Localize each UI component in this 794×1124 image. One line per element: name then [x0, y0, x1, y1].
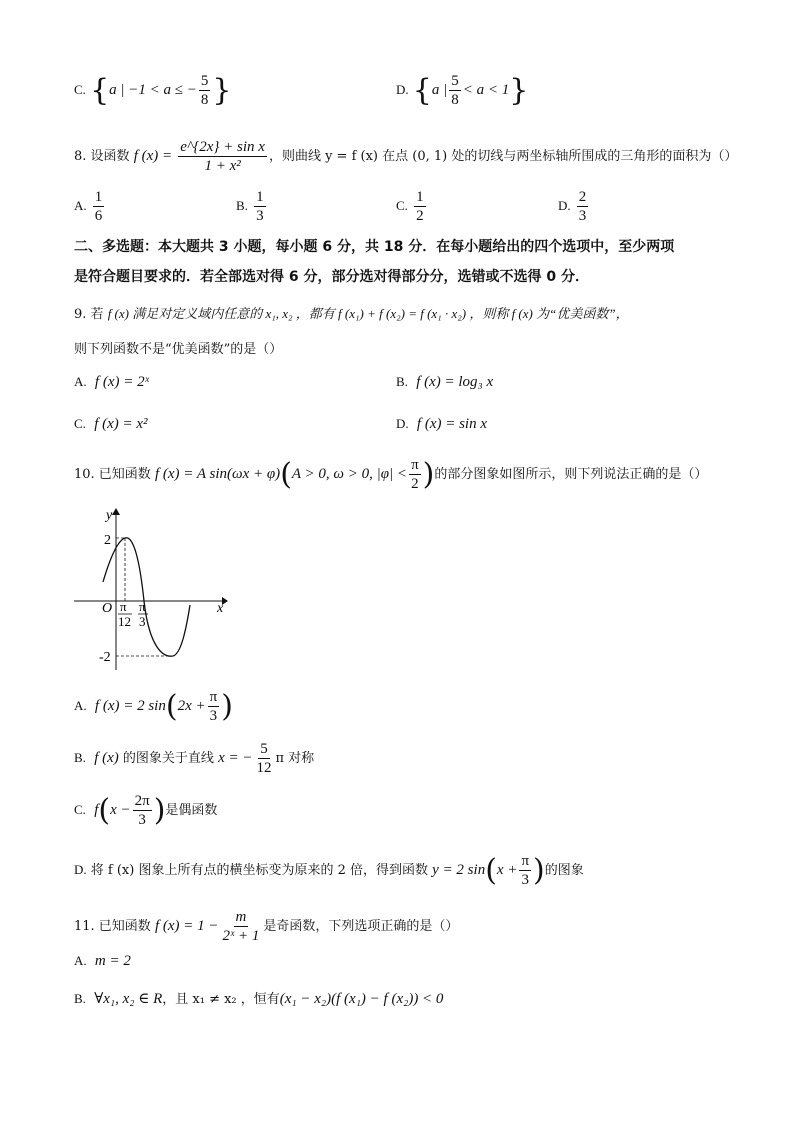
q10-a-label: A.: [74, 698, 87, 713]
q10-d-in: x +: [496, 862, 518, 878]
q8-fx: f (x) =: [133, 148, 173, 164]
q10-option-b: [74, 740, 314, 777]
q7-option-c: C. {a | −1 < a ≤ − $\frac{5}{8}$ }: [74, 73, 232, 108]
q7-option-c-label: C.: [74, 82, 86, 97]
q8-a-num: 1: [94, 189, 103, 205]
q10-a-num: π: [209, 689, 218, 705]
q10-graph: [70, 505, 230, 675]
q8-a-label: A.: [74, 198, 87, 213]
x-axis-label: x: [217, 601, 224, 616]
q8-c-den: 2: [416, 208, 424, 224]
tick1-den: 12: [118, 614, 131, 629]
q10-c-post: 是偶函数: [165, 803, 218, 818]
q8-stem: [74, 138, 737, 175]
q11-prefix: 11. 已知函数: [74, 919, 151, 934]
q10-b-eq: x = −: [218, 750, 253, 766]
q10-c-in: x −: [110, 802, 131, 818]
q10-c-label: C.: [74, 802, 86, 817]
q10-option-c: C. f(x − $\frac{2\pi}{3}$ )是偶函数: [74, 793, 218, 828]
q10-a-pre: f (x) = 2 sin: [94, 698, 166, 714]
q10-b-num: 5: [260, 741, 268, 757]
q8-option-d: [558, 188, 590, 225]
q10-a-in: 2x +: [177, 698, 206, 714]
tick1-num: π: [120, 599, 127, 614]
q10-cond-den: 2: [411, 476, 419, 492]
q8-option-a: [74, 188, 106, 225]
q9-c-label: C.: [74, 416, 86, 431]
q11-den: 2ˣ + 1: [222, 928, 260, 944]
q10-suffix: 的部分图象如图所示，则下列说法正确的是（）: [434, 467, 708, 482]
q10-d-den: 3: [521, 872, 529, 888]
y-axis-label: y: [106, 508, 113, 523]
q10-cond-num: π: [411, 457, 419, 473]
q10-c-den: 3: [138, 812, 146, 828]
q8-prefix: 8. 设函数: [74, 149, 130, 164]
q11-option-a: [74, 953, 131, 970]
q7-d-num: 5: [451, 73, 459, 89]
q10-c-num: 2π: [134, 793, 150, 809]
q8-d-num: 2: [578, 189, 587, 205]
q10-b-post: π 对称: [275, 751, 315, 766]
q11-num: m: [235, 909, 247, 925]
q10-d-post: 的图象: [544, 863, 584, 878]
y-max-label: 2: [104, 533, 111, 548]
q8-den: 1 + x²: [204, 158, 241, 174]
q10-prefix: 10. 已知函数: [74, 467, 151, 482]
q10-stem: 10. 已知函数 f (x) = A sin(ωx + φ)(A > 0, ω > 0, |φ| < $\frac{\pi}{2}$ )的部分图象如图所示，则下列说法正确的是（）: [74, 457, 708, 492]
q8-d-label: D.: [558, 198, 571, 213]
q7-option-d: D. {a | $\frac{5}{8}$ < a < 1}: [396, 73, 529, 108]
q8-option-c: [396, 188, 428, 225]
q10-d-eq: y = 2 sin: [432, 862, 486, 878]
q9-d-label: D.: [396, 416, 409, 431]
q9-line1: [74, 303, 629, 322]
origin-label: O: [102, 601, 113, 616]
q10-b-label: B.: [74, 750, 86, 765]
q8-d-den: 3: [578, 208, 587, 224]
q9-d-formula: f (x) = sin x: [416, 416, 488, 432]
q10-d-num: π: [521, 853, 530, 869]
q8-num: e^{2x} + sin x: [180, 139, 265, 155]
q11-b-pre: ∀x₁, x₂ ∈ R: [94, 991, 163, 1007]
q11-stem: [74, 908, 458, 945]
q9-option-c: [74, 416, 148, 433]
q11-a-label: A.: [74, 953, 87, 968]
q8-fraction: [178, 138, 267, 175]
q8-c-label: C.: [396, 198, 408, 213]
q9-a-formula: f (x) = 2ˣ: [94, 374, 149, 390]
q10-option-d: D. 将 f (x) 图象上所有点的横坐标变为原来的 2 倍，得到函数 y = 2 sin(x + $\frac{\pi}{3}$ )的图象: [74, 853, 584, 888]
q9-line1b: f (x) 满足对定义域内任意的 x₁, x₂ ，都有 f (x₁) + f (x₂) = f (x₁ · x₂) ，则称 f (x) 为“优美函数”，: [107, 306, 629, 321]
q8-b-label: B.: [236, 198, 248, 213]
tick2-num: π: [139, 599, 146, 614]
q11-suffix: 是奇函数，下列选项正确的是（）: [263, 919, 459, 934]
q10-a-den: 3: [209, 708, 218, 724]
section2-line1: 二、多选题：本大题共 3 小题，每小题 6 分，共 18 分．在每小题给出的四个选项中，至少两项: [74, 239, 675, 255]
q9-b-label: B.: [396, 374, 408, 389]
section2-line2: 是符合题目要求的．若全部选对得 6 分，部分选对得部分分，选错或不选得 0 分．: [74, 269, 589, 285]
q7-option-c-fraction: [199, 72, 211, 109]
q9-option-a: [74, 374, 149, 391]
q7-option-d-label: D.: [396, 82, 409, 97]
q8-a-den: 6: [94, 208, 103, 224]
q10-b-den: 12: [256, 760, 272, 776]
q11-formula: f (x) = 1 −: [154, 918, 219, 934]
q8-c-num: 1: [416, 189, 424, 205]
q9-a-label: A.: [74, 374, 87, 389]
q7-d-den: 8: [451, 92, 459, 108]
q10-d-label: D.: [74, 862, 87, 877]
q9-line2: 则下列函数不是“优美函数”的是（）: [74, 342, 283, 357]
q10-formula: f (x) = A sin(ωx + φ): [154, 466, 281, 482]
q9-option-b: [396, 374, 493, 391]
q7-c-num: 5: [200, 73, 209, 89]
tick2-den: 3: [139, 614, 146, 629]
q10-c-pre: f: [94, 802, 99, 818]
q10-option-a: A. f (x) = 2 sin(2x + $\frac{\pi}{3}$ ): [74, 689, 233, 724]
q11-b-mid: ，且 x₁ ≠ x₂ ，恒有: [162, 992, 280, 1007]
q7-option-d-text1: a |: [431, 82, 448, 98]
q9-c-formula: f (x) = x²: [94, 416, 148, 432]
q8-suffix: ，则曲线 y = f (x) 在点 (0, 1) 处的切线与两坐标轴所围成的三角形的面积为（）: [268, 149, 738, 164]
y-axis-arrow: [112, 508, 120, 515]
q9-b-formula: f (x) = log₃ x: [416, 374, 494, 390]
q11-a-formula: m = 2: [94, 953, 131, 969]
q10-d-pre: 将 f (x) 图象上所有点的横坐标变为原来的 2 倍，得到函数: [90, 863, 429, 878]
q11-b-post: (x₁ − x₂)(f (x₁) − f (x₂)) < 0: [279, 991, 444, 1007]
q9-option-d: [396, 416, 487, 433]
q8-option-b: [236, 188, 268, 225]
q10-b-mid: 的图象关于直线: [122, 751, 214, 766]
q7-c-den: 8: [200, 92, 209, 108]
q11-b-label: B.: [74, 991, 86, 1006]
q7-option-d-fraction: [449, 72, 461, 109]
y-min-label: -2: [99, 650, 111, 665]
q10-condition: A > 0, ω > 0, |φ| <: [291, 466, 408, 482]
q10-b-pre: f (x): [94, 750, 119, 766]
q8-b-den: 3: [256, 208, 264, 224]
q7-option-c-text: a | −1 < a ≤ −: [109, 82, 197, 98]
q9-line1a: 9. 若: [74, 307, 104, 322]
q7-option-d-text2: < a < 1: [462, 82, 510, 98]
q8-b-num: 1: [256, 189, 264, 205]
q11-option-b: [74, 988, 443, 1008]
